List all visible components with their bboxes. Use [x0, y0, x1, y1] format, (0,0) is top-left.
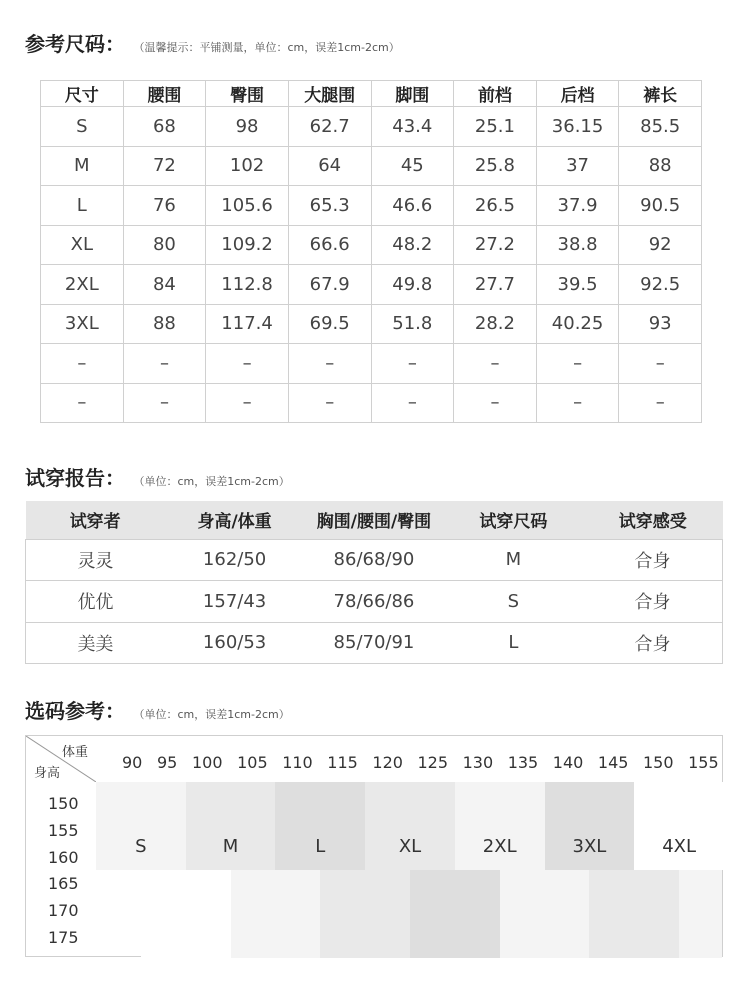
- size-chart-cell: –: [206, 383, 289, 423]
- size-chart-header-cell: 大腿围: [288, 81, 371, 107]
- size-zone-lower: [500, 870, 590, 958]
- size-chart-cell: 36.15: [536, 107, 619, 147]
- size-zone-label: 4XL: [662, 836, 697, 857]
- fit-report-header-cell: 试穿者: [26, 501, 165, 539]
- size-chart-cell: 76: [123, 186, 206, 226]
- size-chart-cell: 88: [123, 304, 206, 344]
- fit-report-cell: 86/68/90: [304, 539, 443, 581]
- size-chart-row: [41, 344, 702, 384]
- size-chart-cell: –: [619, 344, 702, 384]
- size-chart-cell: 80: [123, 225, 206, 265]
- size-chart-cell: 43.4: [371, 107, 454, 147]
- size-chart-cell: 66.6: [288, 225, 371, 265]
- weight-tick-label: 90: [122, 753, 143, 772]
- size-chart-row: [41, 383, 702, 423]
- height-tick-label: 155: [48, 820, 79, 840]
- size-chart-table: [40, 80, 702, 423]
- fit-report-cell: 合身: [583, 539, 722, 581]
- fit-report-header-cell: 试穿感受: [583, 501, 722, 539]
- fit-report-cell: 162/50: [165, 539, 304, 581]
- size-chart-body: [41, 107, 702, 423]
- size-chart-cell: 46.6: [371, 186, 454, 226]
- size-chart-cell: –: [288, 383, 371, 423]
- fit-report-cell: M: [444, 539, 583, 581]
- fit-report-header-cell: 试穿尺码: [444, 501, 583, 539]
- size-chart-row: [41, 304, 702, 344]
- size-chart-cell: 65.3: [288, 186, 371, 226]
- size-chart-cell: 68: [123, 107, 206, 147]
- size-chart-cell: 69.5: [288, 304, 371, 344]
- size-chart-cell: –: [288, 344, 371, 384]
- size-chart-header-cell: 前档: [454, 81, 537, 107]
- size-chart-cell: 25.1: [454, 107, 537, 147]
- weight-tick-label: 130: [462, 753, 494, 772]
- size-chart-cell: –: [41, 344, 124, 384]
- size-chart-cell: 72: [123, 146, 206, 186]
- weight-tick-label: 105: [237, 753, 268, 772]
- height-axis-label: 身高: [34, 766, 61, 781]
- size-zone-lower: [589, 870, 679, 958]
- size-chart-cell: 2XL: [41, 265, 124, 305]
- size-chart-cell: 38.8: [536, 225, 619, 265]
- weight-tick-label: 150: [643, 753, 674, 772]
- weight-tick-label: 120: [372, 753, 403, 772]
- size-chart-cell: –: [454, 383, 537, 423]
- size-guide-heading: [25, 695, 290, 724]
- size-chart-cell: 49.8: [371, 265, 454, 305]
- size-zone-label: L: [315, 836, 326, 857]
- size-guide-title: 选码参考：: [25, 699, 125, 723]
- weight-tick-label: 155: [688, 753, 719, 772]
- size-chart-cell: S: [41, 107, 124, 147]
- size-chart-header-cell: 后档: [536, 81, 619, 107]
- size-guide-grid: [25, 735, 723, 957]
- height-tick-label: 150: [48, 794, 79, 813]
- size-chart-row: [41, 107, 702, 147]
- fit-report-cell: 160/53: [165, 622, 304, 664]
- fit-report-cell: S: [444, 581, 583, 623]
- size-zone-label: S: [135, 836, 147, 857]
- size-chart-cell: 40.25: [536, 304, 619, 344]
- size-zone-lower: [231, 870, 321, 958]
- size-chart-cell: 37: [536, 146, 619, 186]
- fit-report-table: [25, 501, 723, 664]
- size-chart-cell: 85.5: [619, 107, 702, 147]
- size-zone-lower: [679, 870, 722, 958]
- size-chart-cell: 62.7: [288, 107, 371, 147]
- size-chart-cell: 26.5: [454, 186, 537, 226]
- size-zone-label: 3XL: [572, 836, 607, 857]
- size-chart-cell: XL: [41, 225, 124, 265]
- fit-report-header-cell: 身高/体重: [165, 501, 304, 539]
- size-chart-cell: 92: [619, 225, 702, 265]
- fit-report-header-cell: 胸围/腰围/臀围: [304, 501, 443, 539]
- size-chart-cell: 28.2: [454, 304, 537, 344]
- size-chart-cell: –: [536, 383, 619, 423]
- size-chart-cell: 27.7: [454, 265, 537, 305]
- size-chart-heading: [25, 28, 400, 57]
- size-chart-row: [41, 265, 702, 305]
- weight-axis-label: 体重: [62, 745, 89, 760]
- fit-report-row: [26, 622, 723, 664]
- size-chart-cell: 98: [206, 107, 289, 147]
- size-chart-cell: –: [619, 383, 702, 423]
- fit-report-cell: 合身: [583, 581, 722, 623]
- height-tick-label: 175: [48, 928, 79, 947]
- size-chart-cell: 105.6: [206, 186, 289, 226]
- size-chart-cell: 27.2: [454, 225, 537, 265]
- size-chart-cell: 92.5: [619, 265, 702, 305]
- fit-report-heading: [25, 462, 290, 491]
- fit-report-cell: 优优: [26, 581, 165, 623]
- size-chart-cell: 109.2: [206, 225, 289, 265]
- fit-report-cell: 78/66/86: [304, 581, 443, 623]
- size-chart-cell: 48.2: [371, 225, 454, 265]
- weight-tick-label: 115: [327, 753, 358, 772]
- size-chart-cell: 37.9: [536, 186, 619, 226]
- fit-report-body: [26, 539, 723, 664]
- fit-report-cell: 美美: [26, 622, 165, 664]
- fit-report-cell: 灵灵: [26, 539, 165, 581]
- size-chart-cell: –: [206, 344, 289, 384]
- size-chart-row: [41, 186, 702, 226]
- height-tick-label: 170: [48, 901, 79, 921]
- size-zone-lower: [141, 870, 231, 958]
- size-chart-cell: 93: [619, 304, 702, 344]
- size-chart-cell: 102: [206, 146, 289, 186]
- fit-report-note: （单位：cm，误差1cm-2cm）: [139, 475, 290, 488]
- size-chart-row: [41, 146, 702, 186]
- fit-report-cell: 合身: [583, 622, 722, 664]
- size-chart-header-cell: 腰围: [123, 81, 206, 107]
- size-zone-label: M: [222, 836, 239, 857]
- size-chart-cell: 88: [619, 146, 702, 186]
- weight-tick-label: 135: [507, 753, 539, 772]
- size-chart-row: [41, 225, 702, 265]
- fit-report-header-row: [26, 501, 723, 539]
- size-chart-header-cell: 裤长: [619, 81, 702, 107]
- size-chart-cell: 25.8: [454, 146, 537, 186]
- size-chart-cell: 112.8: [206, 265, 289, 305]
- weight-tick-label: 145: [597, 753, 629, 772]
- size-chart-cell: 64: [288, 146, 371, 186]
- size-chart-cell: 117.4: [206, 304, 289, 344]
- size-chart-cell: 45: [371, 146, 454, 186]
- size-chart-cell: 39.5: [536, 265, 619, 305]
- fit-report-cell: 85/70/91: [304, 622, 443, 664]
- size-chart-cell: M: [41, 146, 124, 186]
- weight-tick-label: 100: [192, 753, 223, 772]
- fit-report-cell: 157/43: [165, 581, 304, 623]
- fit-report-row: [26, 539, 723, 581]
- size-chart-header-cell: 臀围: [206, 81, 289, 107]
- size-chart-cell: –: [123, 383, 206, 423]
- size-chart-header-row: [41, 81, 702, 107]
- height-tick-label: 160: [48, 847, 79, 867]
- size-chart-cell: –: [371, 383, 454, 423]
- size-chart-cell: –: [371, 344, 454, 384]
- size-chart-title: 参考尺码：: [25, 32, 125, 56]
- size-chart-cell: L: [41, 186, 124, 226]
- size-chart-cell: 90.5: [619, 186, 702, 226]
- size-chart-cell: 51.8: [371, 304, 454, 344]
- size-chart-header-cell: 脚围: [371, 81, 454, 107]
- weight-tick-label: 125: [417, 753, 449, 772]
- weight-tick-label: 140: [552, 753, 584, 772]
- size-chart-cell: 3XL: [41, 304, 124, 344]
- weight-tick-label: 110: [282, 753, 313, 772]
- size-chart-header-cell: 尺寸: [41, 81, 124, 107]
- size-chart-note: （温馨提示：平铺测量，单位：cm，误差1cm-2cm）: [139, 41, 400, 54]
- size-zone-label: XL: [398, 836, 422, 857]
- size-chart-cell: 67.9: [288, 265, 371, 305]
- size-zone-label: 2XL: [482, 836, 517, 857]
- size-chart-cell: –: [454, 344, 537, 384]
- fit-report-cell: L: [444, 622, 583, 664]
- size-chart-cell: –: [123, 344, 206, 384]
- size-zone-lower: [410, 870, 500, 958]
- size-zone-lower: [320, 870, 410, 958]
- size-chart-cell: –: [536, 344, 619, 384]
- height-tick-label: 165: [48, 874, 79, 894]
- size-chart-cell: –: [41, 383, 124, 423]
- weight-tick-label: 95: [157, 753, 178, 772]
- size-chart-cell: 84: [123, 265, 206, 305]
- fit-report-title: 试穿报告：: [25, 466, 125, 490]
- fit-report-row: [26, 581, 723, 623]
- size-guide-note: （单位：cm，误差1cm-2cm）: [139, 708, 290, 721]
